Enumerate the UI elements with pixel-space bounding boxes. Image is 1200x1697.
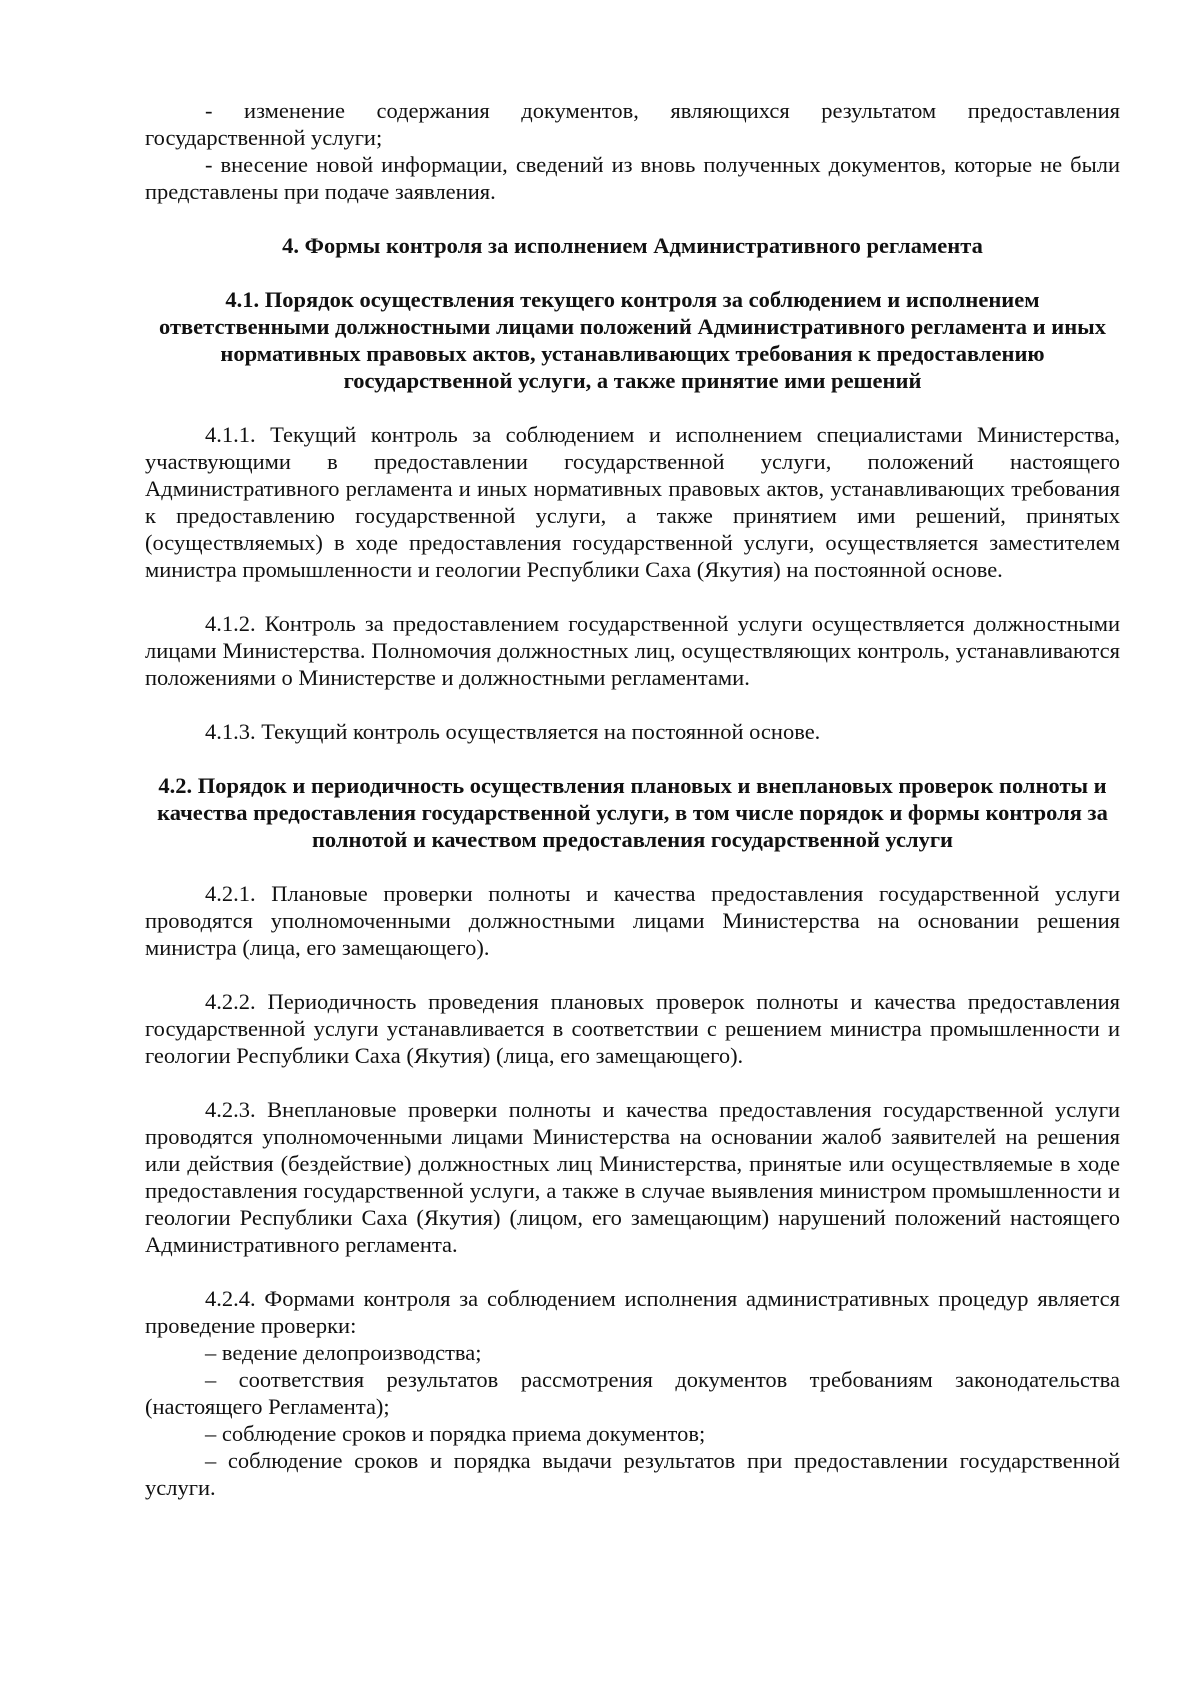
spacer <box>145 1258 1120 1285</box>
intro-item-2: - внесение новой информации, сведений из вновь полученных документов, которые не были представлены при подаче заявления. <box>145 152 1120 204</box>
spacer <box>145 583 1120 610</box>
section-4-1-heading: 4.1. Порядок осуществления текущего контроля за соблюдением и исполнением ответственными должностными лицами положений Административного регламента и иных нормативных правовых актов, устанавливающих требования к предоставлению государственной услуги, а также принятие ими решений <box>158 287 1106 393</box>
section-4-heading: 4. Формы контроля за исполнением Административного регламента <box>282 233 983 258</box>
paragraph-4-2-3: 4.2.3. Внеплановые проверки полноты и качества предоставления государственной услуги проводятся уполномоченными лицами Министерства на основании жалоб заявителей на решения или действия (бездействие) должностных лиц Министерства, принятые или осуществляемые в ходе предоставления государственной услуги, а также в случае выявления министром промышленности и геологии Республики Саха (Якутия) (лицом, его замещающим) нарушений положений настоящего Административного регламента. <box>145 1097 1120 1257</box>
paragraph-4-1-2: 4.1.2. Контроль за предоставлением государственной услуги осуществляется должностными лицами Министерства. Полномочия должностных лиц, осуществляющих контроль, устанавливаются положениями о Министерстве и должностными регламентами. <box>145 611 1120 690</box>
spacer <box>145 1069 1120 1096</box>
spacer <box>145 961 1120 988</box>
paragraph-4-1-1: 4.1.1. Текущий контроль за соблюдением и исполнением специалистами Министерства, участвующими в предоставлении государственной услуги, положений настоящего Административного регламента и иных нормативных правовых актов, устанавливающих требования к предоставлению государственной услуги, а также принятием ими решений, принятых (осуществляемых) в ходе предоставления государственной услуги, осуществляется заместителем министра промышленности и геологии Республики Саха (Якутия) на постоянной основе. <box>145 422 1120 582</box>
control-form-item-4: – соблюдение сроков и порядка выдачи результатов при предоставлении государственной услуги. <box>145 1448 1120 1500</box>
control-form-item-2: – соответствия результатов рассмотрения документов требованиям законодательства (настоящего Регламента); <box>145 1367 1120 1419</box>
paragraph-4-2-1: 4.2.1. Плановые проверки полноты и качества предоставления государственной услуги проводятся уполномоченными должностными лицами Министерства на основании решения министра (лица, его замещающего). <box>145 881 1120 960</box>
spacer <box>145 691 1120 718</box>
section-4-2-heading: 4.2. Порядок и периодичность осуществления плановых и внеплановых проверок полноты и качества предоставления государственной услуги, в том числе порядок и формы контроля за полнотой и качеством предоставления государственной услуги <box>157 773 1108 852</box>
intro-item-1: - изменение содержания документов, являющихся результатом предоставления государственной услуги; <box>145 98 1120 150</box>
spacer <box>145 394 1120 421</box>
spacer <box>145 745 1120 772</box>
spacer <box>145 259 1120 286</box>
spacer <box>145 205 1120 232</box>
control-form-item-3: – соблюдение сроков и порядка приема документов; <box>205 1421 706 1446</box>
spacer <box>145 853 1120 880</box>
paragraph-4-1-3: 4.1.3. Текущий контроль осуществляется на постоянной основе. <box>205 719 821 744</box>
paragraph-4-2-4: 4.2.4. Формами контроля за соблюдением исполнения административных процедур является проведение проверки: <box>145 1286 1120 1338</box>
control-form-item-1: – ведение делопроизводства; <box>205 1340 482 1365</box>
paragraph-4-2-2: 4.2.2. Периодичность проведения плановых проверок полноты и качества предоставления государственной услуги устанавливается в соответствии с решением министра промышленности и геологии Республики Саха (Якутия) (лица, его замещающего). <box>145 989 1120 1068</box>
